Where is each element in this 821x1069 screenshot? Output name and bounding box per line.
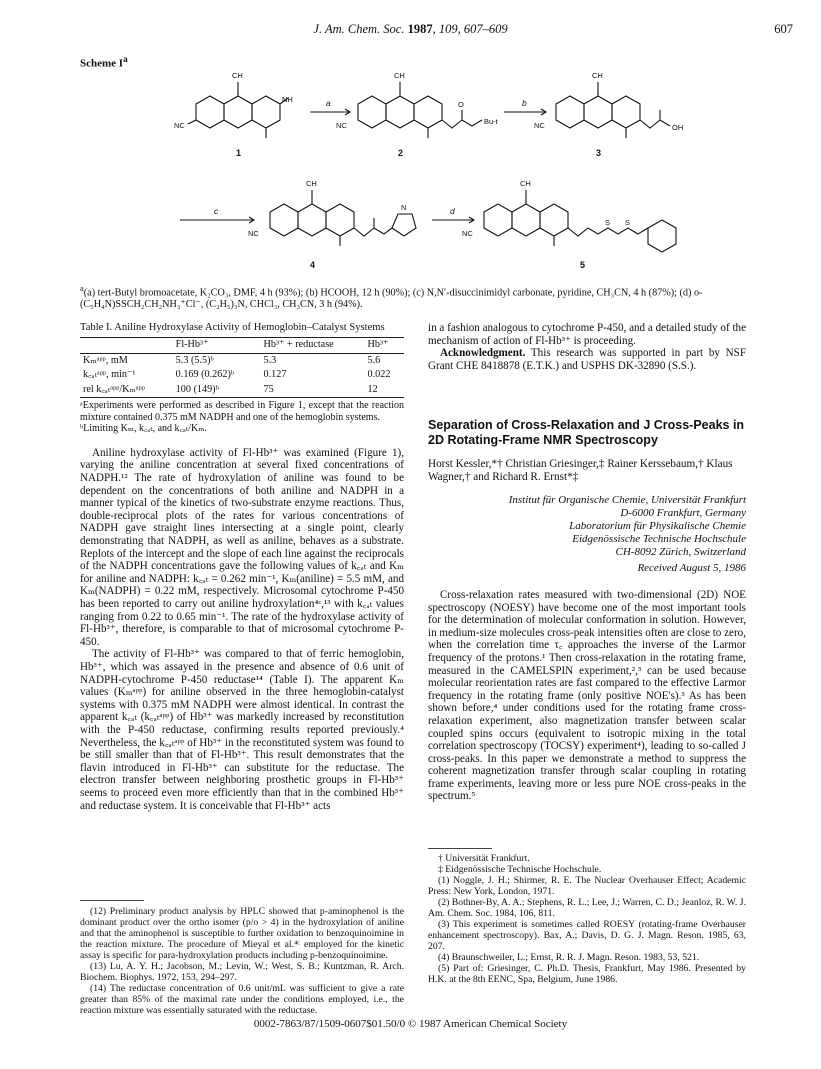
table-cell: rel k꜀ₐₜᵃᵖᵖ/Kₘᵃᵖᵖ bbox=[80, 383, 173, 398]
affiliation-line: D-6000 Frankfurt, Germany bbox=[620, 507, 746, 520]
imide-nh-label: NH bbox=[282, 95, 293, 104]
table-header-cell: Hb³⁺ bbox=[365, 338, 405, 354]
compound-5-structure bbox=[484, 190, 676, 252]
sulfur-label-2: S bbox=[625, 218, 631, 227]
table-row bbox=[80, 383, 404, 398]
arrow-c-label: c bbox=[214, 206, 219, 216]
footnote: (14) The reductase concentration of 0.6 unit/mL was sufficient to give a rate greater than 85% of the maximal rate under the conditions employed, i.e., the reaction mixture was essentially saturated with the reductase. bbox=[80, 983, 404, 1016]
table-cell: k꜀ₐₜᵃᵖᵖ, min⁻¹ bbox=[83, 369, 136, 381]
affiliation-line: CH-8092 Zürich, Switzerland bbox=[615, 546, 746, 559]
table-cell: 75 bbox=[261, 383, 365, 398]
left-column bbox=[80, 322, 404, 812]
table-header-row bbox=[80, 338, 404, 354]
footnotes-right bbox=[428, 853, 746, 985]
nc-label-4: NC bbox=[248, 229, 259, 238]
table-cell: 0.022 bbox=[367, 369, 391, 381]
table-notes bbox=[80, 400, 404, 435]
arrow-d-label: d bbox=[450, 206, 455, 216]
compound-label-2: 2 bbox=[398, 148, 404, 158]
article-affiliations bbox=[428, 494, 746, 559]
footnote: (5) Part of: Griesinger, C. Ph.D. Thesis, Frankfurt, May 1986. Presented by H.K. at the 8th EENC, Spa, Belgium, June 1986. bbox=[428, 963, 746, 985]
footnote-rule-right bbox=[428, 848, 492, 849]
table-cell: 5.3 (5.5)ᵇ bbox=[175, 354, 214, 366]
table-header-cell bbox=[80, 338, 173, 354]
journal-name: J. Am. Chem. Soc. bbox=[313, 22, 405, 36]
succinimide-n-label: N bbox=[401, 203, 407, 212]
acknowledgment bbox=[428, 347, 746, 372]
arrow-b-label: b bbox=[522, 98, 527, 108]
running-header bbox=[0, 22, 821, 40]
table-note-b: ᵇLimiting Kₘ, k꜀ₐₜ, and k꜀ₐₜ/Kₘ. bbox=[80, 423, 207, 435]
affiliation-line: Eidgenössische Technische Hochschule bbox=[572, 533, 746, 546]
scheme-notes bbox=[80, 282, 720, 311]
compound-3-structure bbox=[556, 82, 670, 138]
body-paragraph: in a fashion analogous to cytochrome P-450, and a detailed study of the mechanism of action of Fl-Hb³⁺ is proceeding. bbox=[428, 322, 746, 347]
scheme-notes-text: (a) tert-Butyl bromoacetate, K₂CO₃, DMF, 4 h (93%); (b) HCOOH, 12 h (90%); (c) N,N′-disuccinimidyl carbonate, pyridine, CH₃CN, 4 h (87%); (d) o-(C₅H₄N)SSCH₂CH₂NH₃⁺Cl⁻, (C₂H₅)₃N, CHCl₃, CH₃CN, 3 h (94%). bbox=[80, 287, 703, 311]
table-caption: Table I. Aniline Hydroxylase Activity of Hemoglobin–Catalyst Systems bbox=[80, 322, 385, 333]
footnote: (4) Braunschweiler, L.; Ernst, R. R. J. Magn. Reson. 1983, 53, 521. bbox=[438, 952, 700, 963]
article-authors: Horst Kessler,*† Christian Griesinger,‡ Rainer Kerssebaum,† Klaus Wagner,† and Richard R. Ernst*‡ bbox=[428, 458, 733, 484]
nc-label-1: NC bbox=[174, 121, 185, 130]
journal-citation bbox=[0, 22, 821, 37]
compound-2-structure bbox=[358, 82, 482, 138]
table-note-a: ᵃExperiments were performed as described in Figure 1, except that the reaction mixture contained 0.375 mM NADPH and one of the hemoglobin systems. bbox=[80, 400, 404, 423]
arrow-a-label: a bbox=[326, 98, 331, 108]
article-body: Cross-relaxation rates measured with two-dimensional (2D) NOE spectroscopy (NOESY) have become one of the most important tools for the determination of molecular conformation in solution. However, in medium-size molecules cross-peak intensities often are close to zero, when the correlation time τ꜀ approaches the inverse of the Larmor frequency of the protons.¹ Then cross-relaxation in the rotating frame, measured in the CAMELSPIN experiment,²,³ can be used because molecular reorientation rates are fast compared to the effective Larmor frequency in the rotating frame (only positive NOE's).³ As has been shown before,⁴ under conditions used for the rotating frame cross-relaxation experiment, also magnetization transfer between scalar coupled spins occurs (equivalent to isotropic mixing in the total correlation spectroscopy (TOCSY) experiment⁴), leading to so-called J cross-peaks. In this paper we demonstrate a method to suppress the coherent magnetization transfer through scalar coupling in rotating frame experiments, leaving more or less pure NOE cross-peaks in the spectrum.⁵ bbox=[428, 588, 746, 803]
journal-year: 1987 bbox=[407, 22, 433, 36]
footnote: (1) Noggle, J. H.; Shirmer, R. E. The Nuclear Overhauser Effect; Academic Press: New York, London, 1971. bbox=[428, 875, 746, 897]
table-cell: 100 (149)ᵇ bbox=[173, 383, 261, 398]
table-cell: 5.3 bbox=[263, 354, 277, 366]
acknowledgment-label: Acknowledgment. bbox=[440, 347, 526, 360]
table-header-cell: Hb³⁺ + reductase bbox=[261, 338, 365, 354]
table-cell: Kₘᵃᵖᵖ, mM bbox=[83, 354, 128, 366]
compound-label-1: 1 bbox=[236, 148, 242, 158]
ch3-label-3: CH bbox=[592, 71, 603, 80]
compound-4-structure bbox=[270, 190, 416, 246]
footnote: (2) Bothner-By, A. A.; Stephens, R. L.; Lee, J.; Warren, C. D.; Jeanloz, R. W. J. Am. Chem. Soc. 1984, 106, 811. bbox=[428, 897, 746, 919]
body-paragraph: Aniline hydroxylase activity of Fl-Hb³⁺ was examined (Figure 1), varying the aniline concentration at several fixed concentrations of NADPH.¹² The rate of hydroxylation of aniline was found to be dependent on the concentrations of both aniline and NADPH in a manner typical of the kinetics of two-substrate enzyme reactions. Thus, double-reciprocal plots of the rates for various concentrations of NADPH gave straight lines intersecting at a single point, clearly demonstrating that NADPH, as well as aniline, behaves as a substrate. Replots of the intercept and the slope of each line against the reciprocals of the NADPH concentrations gave the following values of k꜀ₐₜ and Kₘ for aniline and NADPH: k꜀ₐₜ = 0.262 min⁻¹, Kₘ(aniline) = 5.5 mM, and Kₘ(NADPH) = 0.22 mM, respectively. Microsomal cytochrome P-450 has been reported to carry out aniline hydroxylation⁴ᶜ,¹³ with k꜀ₐₜ values ranging from 0.22 to 0.65 min⁻¹. The rate of the hydroxylase activity of Fl-Hb³⁺, therefore, is comparable to that of microsomal cytochrome P-450. bbox=[80, 446, 404, 648]
table-cell: 0.127 bbox=[263, 369, 287, 381]
ch3-label-1: CH bbox=[232, 71, 243, 80]
affiliation-line: Laboratorium für Physikalische Chemie bbox=[569, 520, 746, 533]
ester-o-label: O bbox=[458, 100, 464, 109]
footnote: (12) Preliminary product analysis by HPLC showed that p-aminophenol is the dominant product over the ortho isomer (p/o > 4) in the hydroxylation of aniline and that the aminophenol is susceptible to further oxidation to benzoquinoimine in the reaction mixture. The procedure of Mieyal et al.⁴ᶜ employed for the kinetic assay is specific for para-hydroxylation products including p-benzoquinoimine. bbox=[80, 906, 404, 961]
table-1 bbox=[80, 337, 404, 398]
table-cell: 12 bbox=[365, 383, 405, 398]
ch3-label-5: CH bbox=[520, 179, 531, 188]
compound-1-structure bbox=[188, 82, 288, 138]
ch3-label-2: CH bbox=[394, 71, 405, 80]
footnotes-left bbox=[80, 906, 404, 1016]
article-title: Separation of Cross-Relaxation and J Cross-Peaks in 2D Rotating-Frame NMR Spectroscopy bbox=[428, 418, 745, 448]
affiliation-line: Institut für Organische Chemie, Universität Frankfurt bbox=[508, 494, 746, 507]
compound-label-4: 4 bbox=[310, 260, 316, 270]
compound-label-3: 3 bbox=[596, 148, 602, 158]
footnote-rule-left bbox=[80, 900, 144, 901]
nc-label-2: NC bbox=[336, 121, 347, 130]
table-cell: 5.6 bbox=[367, 354, 381, 366]
scheme-notes-mark: a bbox=[80, 283, 84, 293]
sulfur-label-1: S bbox=[605, 218, 611, 227]
ch3-label-4: CH bbox=[306, 179, 317, 188]
footnote: (13) Lu, A. Y. H.; Jacobson, M.; Levin, W.; West, S. B.; Kuntzman, R. Arch. Biochem. Biophys. 1972, 153, 294–297. bbox=[80, 961, 404, 983]
footnote: † Universität Frankfurt. bbox=[438, 853, 530, 864]
table-cell: 0.169 (0.262)ᵇ bbox=[175, 369, 235, 381]
table-row bbox=[80, 353, 404, 368]
journal-volume-pages: , 109, 607–609 bbox=[432, 22, 508, 36]
footnote: ‡ Eidgenössische Technische Hochschule. bbox=[438, 864, 602, 875]
page-footer: 0002-7863/87/1509-0607$01.50/0 © 1987 American Chemical Society bbox=[253, 1018, 568, 1030]
body-paragraph: The activity of Fl-Hb³⁺ was compared to that of ferric hemoglobin, Hb³⁺, which was assayed in the presence and absence of 0.6 unit of NADPH-cytochrome P-450 reductase¹⁴ (Table I). The apparent Kₘ values (Kₘᵃᵖᵖ) for aniline observed in the three hemoglobin-catalyst systems with 0.375 mM NADPH were almost identical. In contrast the apparent k꜀ₐₜ (k꜀ₐₜᵃᵖᵖ) of Hb³⁺ was markedly increased by reconstitution with the P-450 reductase, confirming results reported previously.⁴ Nevertheless, the k꜀ₐₜᵃᵖᵖ of Hb³⁺ in the reconstituted system was found to be still smaller than that of Fl-Hb³⁺. This result demonstrates that the flavin introduced in Fl-Hb³⁺ can substitute for the reductase. The electron transfer between neighboring prosthetic groups in Fl-Hb³⁺ seems to proceed even more efficiently than that in the combined Hb³⁺ and reductase system. It is conceivable that Fl-Hb³⁺ acts bbox=[80, 648, 404, 812]
received-date: Received August 5, 1986 bbox=[637, 562, 746, 575]
right-column bbox=[428, 322, 746, 803]
scheme-title-text: Scheme I bbox=[80, 57, 124, 70]
acknowledgment-text: This research was supported in part by NSF Grant CHE 8418878 (E.T.K.) and USPHS DK-32890 (S.S.). bbox=[428, 347, 746, 372]
tert-butyl-label: Bu-t bbox=[484, 117, 498, 126]
page-number: 607 bbox=[774, 22, 793, 36]
table-row bbox=[80, 368, 404, 383]
table-header-cell: Fl-Hb³⁺ bbox=[173, 338, 261, 354]
nc-label-3: NC bbox=[534, 121, 545, 130]
hydroxyl-label: OH bbox=[672, 123, 684, 132]
nc-label-5: NC bbox=[462, 229, 473, 238]
scheme-title-mark: a bbox=[123, 54, 128, 64]
reaction-scheme-figure bbox=[160, 64, 740, 284]
compound-label-5: 5 bbox=[580, 260, 586, 270]
footnote: (3) This experiment is sometimes called ROESY (rotating-frame Overhauser enhancement spectroscopy). Bax, A.; Davis, D. G. J. Magn. Reson. 1985, 63, 207. bbox=[428, 919, 746, 952]
scheme-title bbox=[80, 54, 128, 70]
